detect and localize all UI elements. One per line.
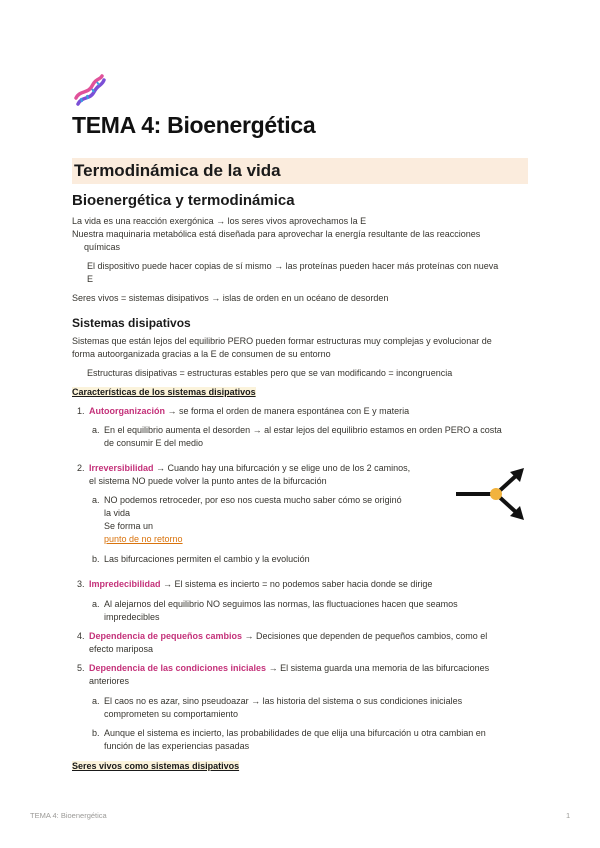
list-item: la vida [104, 508, 131, 518]
list-item: función de las experiencias pasadas [104, 741, 250, 751]
paragraph: Nuestra maquinaria metabólica está diseñada para aprovechar la energía resultante de las reacciones [72, 229, 481, 239]
list-item: Al alejarnos del equilibrio NO seguimos las normas, las fluctuaciones hacen que seamos [104, 599, 458, 609]
list-item: Las bifurcaciones permiten el cambio y la evolución [104, 554, 310, 564]
paragraph: Sistemas que están lejos del equilibrio PERO pueden formar estructuras muy complejas y evolucionar de [72, 336, 492, 346]
list-item: Autoorganización → se forma el orden de manera espontánea con E y materia [89, 406, 410, 416]
list-item: Se forma un [104, 521, 154, 531]
list-number: a. [92, 696, 100, 706]
list-number: 2. [77, 463, 85, 473]
quote: El dispositivo puede hacer copias de sí mismo → las proteínas pueden hacer más proteínas con nueva [87, 261, 499, 271]
subheading-sistemas: Sistemas disipativos [72, 316, 191, 330]
section-heading: Termodinámica de la vida [74, 161, 281, 180]
list-item: comprometen su comportamiento [104, 709, 239, 719]
list-number: b. [92, 728, 100, 738]
list-item: de consumir E del medio [104, 438, 204, 448]
list-item: El caos no es azar, sino pseudoazar → las historia del sistema o sus condiciones iniciales [104, 696, 463, 706]
list-number: 3. [77, 579, 85, 589]
list-item: anteriores [89, 676, 130, 686]
list-number: 5. [77, 663, 85, 673]
highlight-heading: Seres vivos como sistemas disipativos [72, 761, 240, 771]
list-number: b. [92, 554, 100, 564]
paragraph: forma autoorganizada gracias a la E de consumen de su entorno [72, 349, 331, 359]
list-item: efecto mariposa [89, 644, 154, 654]
page-number: 1 [566, 811, 571, 820]
page-title: TEMA 4: Bioenergética [72, 112, 316, 138]
link-punto-no-retorno[interactable]: punto de no retorno [104, 534, 183, 544]
list-number: a. [92, 425, 100, 435]
paragraph: La vida es una reacción exergónica → los seres vivos aprovechamos la E [72, 216, 367, 226]
list-number: a. [92, 599, 100, 609]
section-heading-bar [72, 158, 528, 184]
list-item: Dependencia de pequeños cambios → Decisiones que dependen de pequeños cambios, como el [89, 631, 488, 641]
footer-title: TEMA 4: Bioenergética [30, 811, 107, 820]
list-number: 4. [77, 631, 85, 641]
subheading-bioenergetica: Bioenergética y termodinámica [72, 192, 295, 209]
list-item: Irreversibilidad → Cuando hay una bifurcación y se elige uno de los 2 caminos, [89, 463, 411, 473]
list-number: 1. [77, 406, 85, 416]
bifurcation-diagram [452, 464, 530, 526]
list-item: Dependencia de las condiciones iniciales → El sistema guarda una memoria de las bifurcaciones [89, 663, 490, 673]
list-item: NO podemos retroceder, por eso nos cuesta mucho saber cómo se originó [104, 495, 402, 505]
dna-icon [72, 74, 108, 110]
list-item: impredecibles [104, 612, 160, 622]
quote: E [87, 274, 94, 284]
list-item: En el equilibrio aumenta el desorden → al estar lejos del equilibrio estamos en orden PERO a costa [104, 425, 502, 435]
bifurcation-node [490, 488, 502, 500]
highlight-heading: Características de los sistemas disipativos [72, 387, 256, 397]
quote: Estructuras disipativas = estructuras estables pero que se van modificando = incongruencia [87, 368, 453, 378]
list-number: a. [92, 495, 100, 505]
paragraph: químicas [84, 242, 121, 252]
list-item: el sistema NO puede volver la punto antes de la bifurcación [89, 476, 327, 486]
paragraph: Seres vivos = sistemas disipativos → islas de orden en un océano de desorden [72, 293, 389, 303]
list-item: Impredecibilidad → El sistema es incierto = no podemos saber hacia donde se dirige [89, 579, 433, 589]
list-item: Aunque el sistema es incierto, las probabilidades de que elija una bifurcación u otra cambian en [104, 728, 486, 738]
